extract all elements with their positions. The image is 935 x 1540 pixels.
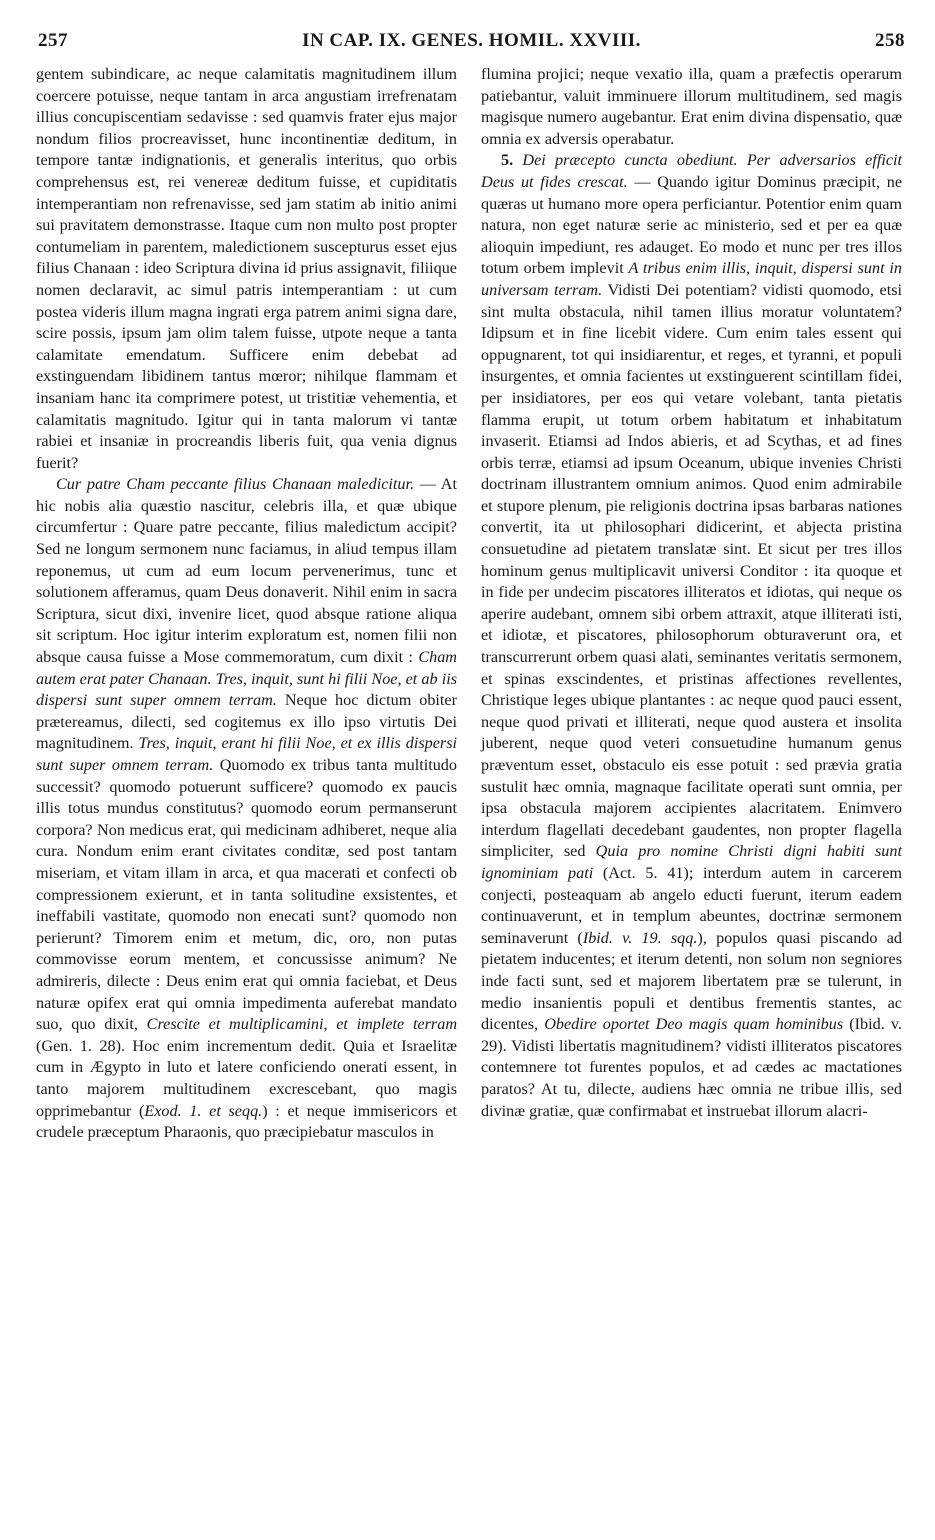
body-text: ; interdum autem in carcerem conjecti, posteaquam ab angelo educti fuerunt, iterum eadem continuaverunt, et in templum abeuntes, doctrinæ sermonem seminaverunt ( (481, 863, 902, 947)
scripture-quote: Quia pro nomine Christi digni habiti sunt ignominiam pati (481, 842, 902, 882)
body-text: ), populos quasi piscando ad pietatem inducentes; et iterum detenti, non solum non segniores inde facti sunt, sed et majorem libertatem præ se tulerunt, in medio insanientis populi et dentibus frementis stantes, ac dicentes, (481, 928, 902, 1034)
citation: (Ibid. v. 29). (481, 1015, 902, 1055)
paragraph (481, 150, 902, 1122)
section-heading: Dei præcepto cuncta obediunt. Per adversarios efficit Deus ut fides crescat. (481, 151, 902, 191)
scripture-quote: Cham autem erat pater Chanaan. Tres, inquit, sunt hi filii Noe, et ab iis dispersi sunt super omnem terram. (36, 648, 457, 710)
running-title: IN CAP. IX. GENES. HOMIL. XXVIII. (302, 30, 641, 51)
section-heading: Cur patre Cham peccante filius Chanaan maledicitur. (56, 475, 415, 494)
body-text: gentem subindicare, ac neque calamitatis magnitudinem illum coercere potuisse, neque tantam in arca angustiam irrefrenatam illius concupiscentiam sedavisse : sed quamvis frater ejus major nondum filios procreavisset, hunc incontinentiæ deditum, in tempore tantæ indignationis, et generalis interitus, quo orbis comprehensus est, rei venereæ deditum fuisse, et cupiditatis intemperantiam non refrenavisse, sed jam statim ab initio animi sui pravitatem demonstrasse. Itaque cum non multo post propter contumeliam in parentem, maledictionem suscepturus esset ejus filius Chanaan : ideo Scriptura divina id prius assignavit, filiique nomen declaravit, ac simul patris intemperantiam : ut cum postea videris illum magna ingrati erga patrem animi signa dare, scire possis, ipsum jam olim talem fuisse, utpote neque a tanta calamitate emendatum. Sufficere enim debebat ad exstinguendam libidinem tantus mœror; nihilque flammam et insaniam hanc ita comprimere potest, ut tristitiæ vehementia, et calamitatis magnitudo. Igitur qui in tanta malorum vi tantæ rabiei et insaniæ in procreandis liberis fuit, qua venia dignus fuerit? (36, 65, 457, 472)
paragraph (36, 64, 457, 474)
scripture-quote: Crescite et multiplicamini, et implete terram (146, 1015, 458, 1034)
page-number-left: 257 (38, 30, 68, 51)
citation: (Gen. 1. 28). (36, 1036, 126, 1055)
body-text: Vidisti libertatis magnitudinem? vidisti illiteratos piscatores contemnere tot furentes populos, et ad cædes ac mactationes paratos? At tu, dilecte, audiens hæc omnia ne tribue illis, sed divinæ gratiæ, quæ confirmabat et instruebat illorum alacri- (481, 1036, 902, 1120)
scripture-quote: Obedire oportet Deo magis quam hominibus (544, 1015, 844, 1034)
scripture-quote: A tribus enim illis, inquit, dispersi sunt in universam terram. (481, 259, 902, 299)
body-text: ) : et neque immisericors et crudele præceptum Pharaonis, quo præcipiebatur masculos in (36, 1101, 457, 1142)
body-text: Vidisti Dei potentiam? vidisti quomodo, etsi sint multa obstacula, nihil tamen illius moratur voluntatem? Idipsum et in fine licebit videre. Cum enim tales essent qui oppugnarent, tot qui insidiarentur, et reges, et tyranni, et populi insurgentes, et omnia facientes ut exstinguerent scintillam fidei, per insidiatores, per eos qui vetare volebant, tanta pietatis flamma erupit, ut totum orbem habitatum et inhabitatum invaserit. Etiamsi ad Indos abieris, et ad Scythas, et ad fines orbis terræ, etiamsi ad ipsum Oceanum, ubique invenies Christi doctrinam illustrantem omnium animos. Quod enim admirabile et stupore plenum, pie religionis doctrina ipsas barbaras nationes convertit, ita ut philosophari didicerint, et abjecta pristina consuetudine ad pietatem translatæ sint. Et sicut per tres illos hominum genus multiplicavit universi Conditor : ita quoque et in fide per undecim piscatores illiteratos et idiotas, qui neque os aperire audebant, omnem sibi orbem attraxit, atque illiterati isti, et idiotæ, et piscatores, philosophorum obturaverunt ora, et transcurrerunt orbem quasi alati, seminantes veritatis sermonem, et spinas exscindentes, et pristinas affectiones revellentes, Christique leges ubique plantantes : ac neque quod pauci essent, neque quod privati et illiterati, neque quod austera et insolita juberent, neque quod veteri consuetudine humanum genus præventum esset, obstaculo eis esse potuit : sed prævia gratia sustulit hæc omnia, magnaque facilitate operati sunt omnia, per ipsa obstacula majorem accipientes alacritatem. Enimvero interdum flagellati decedebant gaudentes, non propter flagella simpliciter, sed (481, 280, 902, 861)
paragraph (481, 64, 902, 150)
body-text: — At hic nobis alia quæstio nascitur, celebris illa, et quæ ubique circumfertur : Quare patre peccante, filius maledictum accipit? Sed ne longum sermonem nunc faciamus, in aliud tempus illam reponemus, ut cum ad eum locum pervenerimus, tunc et solutionem afferamus, quam Deus donaverit. Nihil enim in sacra Scriptura, sicut dixi, invenire licet, quod absque ratione aliqua sit scriptum. Hoc igitur interim exploratum est, nomen filii non absque causa fuisse a Mose commemoratum, cum dixit : (36, 475, 457, 667)
right-column (481, 64, 902, 1122)
page-number-right: 258 (875, 30, 905, 51)
citation: Exod. 1. et seqq. (144, 1101, 263, 1120)
scripture-quote: Tres, inquit, erant hi filii Noe, et ex illis dispersi sunt super omnem terram. (36, 734, 458, 774)
body-text: Neque hoc dictum obiter prætereamus, dilecti, sed cogitemus ex illo ipso virtutis Dei magnitudinem. (36, 691, 457, 753)
running-header (38, 30, 905, 56)
left-column (36, 64, 457, 1144)
paragraph (36, 474, 457, 1143)
body-text: — Quando igitur Dominus præcipit, ne quæras ut humano more opera perficiantur. Potentior enim quam natura, non eget naturæ serie ac ministerio, sed et per ea quæ alioquin impediunt, res adauget. Eo modo et nunc per tres illos totum orbem implevit (481, 172, 902, 278)
body-text: Hoc enim incrementum dedit. Quia et Israelitæ cum in Ægypto in luto et latere conficiendo onerati essent, in tanto majorem multitudinem excrescebant, quo magis opprimebantur ( (36, 1036, 457, 1120)
section-number: 5. (501, 151, 514, 170)
body-text: Quomodo ex tribus tanta multitudo successit? quomodo potuerunt sufficere? quomodo ex paucis illis totus mundus constitutus? quomodo eorum permanserunt corpora? Non medicus erat, qui medicinam adhiberet, neque alia cura. Nondum enim erant civitates conditæ, sed post tantam miseriam, et vitam illam in arca, et qua macerati et confecti ob compressionem exierunt, et in tanta solitudine exsistentes, et ineffabili vastitate, quomodo non enecati sunt? quomodo non perierunt? Timorem enim et metum, dic, oro, non putas commovisse eorum mentem, et concussisse animum? Ne admireris, dilecte : Deus enim erat qui omnia faciebat, et Deus naturæ opifex erat qui omnia impedimenta auferebat mandato suo, quo dixit, (36, 756, 457, 1034)
citation: Ibid. v. 19. sqq. (582, 928, 698, 947)
citation: (Act. 5. 41) (593, 863, 689, 882)
body-text: flumina projici; neque vexatio illa, quam a præfectis operarum patiebantur, valuit imminuere illorum multitudinem, sed magis magisque numero augebantur. Erat enim divina dispensatio, quæ omnia ex adversis operabatur. (481, 65, 902, 148)
